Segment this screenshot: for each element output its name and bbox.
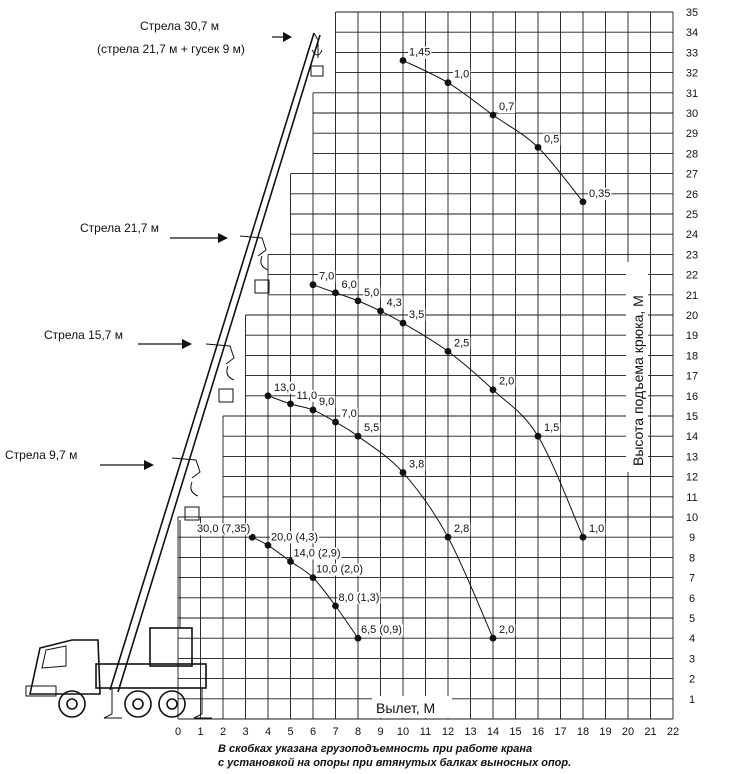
x-tick-label: 5 xyxy=(287,726,294,738)
point-label: 2,8 xyxy=(454,523,470,536)
point-label: 5,0 xyxy=(364,286,380,299)
x-tick-label: 10 xyxy=(396,726,410,738)
data-point xyxy=(287,400,294,407)
x-tick-label: 6 xyxy=(309,726,317,738)
point-label: 3,5 xyxy=(409,309,425,322)
x-tick-label: 7 xyxy=(332,726,339,738)
y-tick-label: 34 xyxy=(685,27,699,40)
x-tick-label: 9 xyxy=(377,726,384,738)
y-tick-label: 5 xyxy=(688,613,696,625)
y-tick-label: 3 xyxy=(688,653,696,666)
point-label: 30,0 (7,35) xyxy=(197,523,251,536)
axis-ticks xyxy=(175,7,698,738)
x-tick-label: 0 xyxy=(174,726,182,738)
data-point xyxy=(400,57,407,64)
data-point xyxy=(445,534,452,541)
y-tick-label: 8 xyxy=(688,552,696,565)
data-point xyxy=(332,289,339,296)
point-label: 7,0 xyxy=(319,270,335,283)
y-tick-label: 10 xyxy=(685,512,699,524)
x-tick-label: 1 xyxy=(197,726,204,738)
point-label: 0,35 xyxy=(589,187,611,200)
y-tick-label: 4 xyxy=(688,633,696,646)
x-tick-label: 16 xyxy=(531,726,545,738)
point-label: 7,0 xyxy=(341,408,357,421)
y-tick-label: 18 xyxy=(685,350,699,363)
boom-label-15-7: Стрела 15,7 м xyxy=(44,328,124,342)
point-label: 6,5 (0,9) xyxy=(361,624,402,637)
x-tick-label: 8 xyxy=(354,726,362,738)
boom-arrows xyxy=(100,32,292,470)
y-tick-label: 26 xyxy=(685,188,699,201)
x-tick-label: 18 xyxy=(576,726,590,738)
boom-label-21-7: Стрела 21,7 м xyxy=(80,221,160,235)
point-label: 0,7 xyxy=(499,101,515,114)
x-tick-label: 11 xyxy=(419,726,432,738)
x-tick-label: 4 xyxy=(264,726,272,738)
point-label: 5,5 xyxy=(364,422,380,435)
point-label: 14,0 (2,9) xyxy=(293,547,341,560)
y-tick-label: 23 xyxy=(685,249,699,262)
y-tick-label: 1 xyxy=(688,693,696,706)
x-tick-label: 20 xyxy=(621,726,635,738)
data-point xyxy=(445,348,452,355)
y-axis-title: Высота подъема крюка, М xyxy=(630,295,646,466)
y-tick-label: 2 xyxy=(688,673,696,686)
point-label: 2,0 xyxy=(499,375,515,388)
y-tick-label: 9 xyxy=(688,532,696,545)
data-point xyxy=(490,386,497,393)
chart-grid xyxy=(178,12,673,719)
y-tick-label: 6 xyxy=(688,592,696,605)
y-tick-label: 19 xyxy=(685,330,699,343)
point-label: 3,8 xyxy=(409,458,425,471)
boom-label-9-7: Стрела 9,7 м xyxy=(5,448,78,462)
x-tick-label: 2 xyxy=(219,726,227,738)
data-point xyxy=(332,419,339,426)
x-tick-label: 19 xyxy=(599,726,612,738)
data-point xyxy=(490,112,497,119)
x-tick-label: 21 xyxy=(644,726,657,738)
y-tick-label: 7 xyxy=(688,572,696,585)
y-tick-label: 16 xyxy=(685,390,699,403)
boom-label-30-7: Стрела 30,7 м xyxy=(140,19,220,33)
y-tick-label: 11 xyxy=(686,491,698,504)
x-tick-label: 3 xyxy=(242,726,249,738)
point-label: 2,0 xyxy=(499,624,515,637)
footnote xyxy=(218,742,678,770)
footnote-line-2: с установкой на опоры при втянутых балках выносных опор. xyxy=(218,757,572,769)
x-tick-label: 13 xyxy=(464,726,477,738)
point-label: 11,0 xyxy=(296,389,318,402)
y-tick-label: 20 xyxy=(685,310,699,322)
y-tick-label: 28 xyxy=(685,148,699,161)
data-point xyxy=(580,534,587,541)
x-tick-label: 12 xyxy=(441,726,455,738)
y-tick-label: 30 xyxy=(685,108,699,120)
y-tick-label: 13 xyxy=(685,451,699,464)
point-label: 4,3 xyxy=(386,296,402,309)
point-label: 0,5 xyxy=(544,133,560,146)
data-points xyxy=(196,46,611,641)
data-point xyxy=(490,635,497,642)
point-label: 1,0 xyxy=(454,68,470,81)
data-point xyxy=(265,392,272,399)
y-tick-label: 14 xyxy=(685,431,699,444)
data-point xyxy=(400,320,407,327)
point-label: 20,0 (4,3) xyxy=(271,531,319,544)
data-point xyxy=(535,144,542,151)
y-tick-label: 12 xyxy=(685,471,699,484)
point-label: 13,0 xyxy=(274,381,296,394)
data-point xyxy=(355,297,362,304)
point-label: 6,0 xyxy=(341,278,357,291)
y-tick-label: 24 xyxy=(685,229,699,242)
point-label: 8,0 (1,3) xyxy=(338,591,380,604)
y-tick-label: 15 xyxy=(685,411,699,423)
y-tick-label: 35 xyxy=(685,7,699,19)
point-label: 1,45 xyxy=(409,46,431,59)
y-tick-label: 17 xyxy=(685,370,699,383)
data-point xyxy=(580,198,587,205)
point-label: 9,0 xyxy=(319,395,335,408)
y-tick-label: 31 xyxy=(685,87,699,100)
x-tick-label: 17 xyxy=(554,726,567,738)
x-tick-label: 14 xyxy=(486,726,500,738)
data-point xyxy=(400,469,407,476)
data-point xyxy=(355,433,362,440)
data-point xyxy=(377,308,384,315)
boom-label-30-7-note: (стрела 21,7 м + гусек 9 м) xyxy=(97,42,245,56)
y-tick-label: 27 xyxy=(685,168,699,181)
y-tick-label: 32 xyxy=(685,67,699,80)
y-tick-label: 33 xyxy=(685,47,699,60)
x-axis-title: Вылет, М xyxy=(376,700,436,716)
y-tick-label: 25 xyxy=(685,209,699,221)
point-label: 1,0 xyxy=(589,523,605,536)
y-tick-label: 22 xyxy=(685,269,699,282)
data-point xyxy=(445,79,452,86)
point-label: 2,5 xyxy=(454,337,470,350)
data-point xyxy=(535,433,542,440)
y-tick-label: 29 xyxy=(685,128,699,141)
data-point xyxy=(310,281,317,288)
y-tick-label: 21 xyxy=(685,289,699,302)
x-tick-label: 15 xyxy=(509,726,522,738)
point-label: 1,5 xyxy=(544,422,560,435)
point-label: 10,0 (2,0) xyxy=(316,563,364,576)
data-point xyxy=(310,407,317,414)
x-tick-label: 22 xyxy=(666,726,680,738)
footnote-line-1: В скобках указана грузоподъемность при работе крана xyxy=(218,743,533,755)
